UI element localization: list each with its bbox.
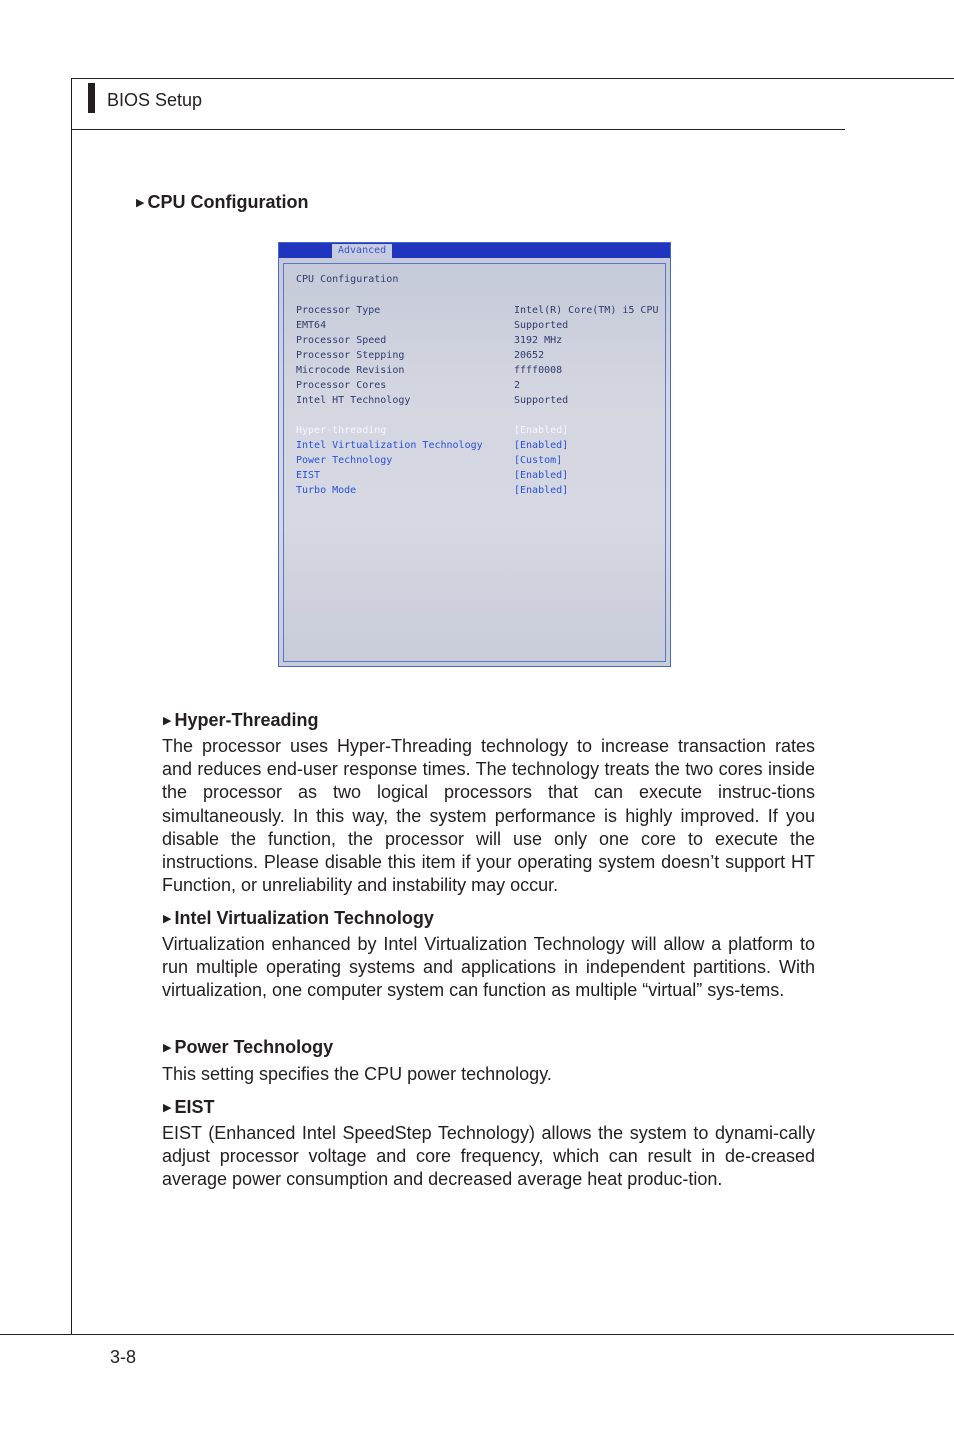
triangle-bullet-icon: ▶ bbox=[163, 715, 172, 727]
section-title: Power Technology bbox=[174, 1037, 334, 1057]
bios-tab-advanced: Advanced bbox=[332, 244, 392, 258]
frame-top-rule bbox=[71, 78, 954, 79]
section-intel-virtualization bbox=[163, 908, 434, 929]
page-number: 3-8 bbox=[110, 1347, 137, 1367]
bios-info-row: Processor Stepping 20652 bbox=[296, 350, 545, 361]
triangle-bullet-icon: ▶ bbox=[163, 1042, 172, 1054]
header-title: BIOS Setup bbox=[107, 90, 203, 110]
section-title: CPU Configuration bbox=[147, 192, 309, 212]
triangle-bullet-icon: ▶ bbox=[136, 197, 145, 209]
bios-option-virtualization: Intel Virtualization Technology [Enabled] bbox=[296, 440, 569, 451]
triangle-bullet-icon: ▶ bbox=[163, 913, 172, 925]
bios-info-row: Processor Type Intel(R) Core(TM) i5 CPU bbox=[296, 305, 659, 316]
bios-info-row: Intel HT Technology Supported bbox=[296, 395, 569, 406]
footer-rule bbox=[0, 1334, 954, 1335]
section-title: EIST bbox=[174, 1097, 215, 1117]
bios-option-turbo-mode: Turbo Mode [Enabled] bbox=[296, 485, 569, 496]
header-marker-bar bbox=[88, 83, 95, 113]
frame-left-rule bbox=[71, 78, 72, 1335]
bios-info-row: Processor Speed 3192 MHz bbox=[296, 335, 563, 346]
section-cpu-configuration bbox=[136, 192, 308, 213]
bios-screenshot bbox=[278, 242, 671, 667]
section-power-technology bbox=[163, 1037, 333, 1058]
bios-option-eist: EIST [Enabled] bbox=[296, 470, 569, 481]
section-title: Intel Virtualization Technology bbox=[174, 908, 434, 928]
power-technology-description: This setting specifies the CPU power technology. bbox=[162, 1064, 552, 1084]
header-rule bbox=[71, 129, 845, 130]
bios-option-hyper-threading: Hyper-threading [Enabled] bbox=[296, 425, 569, 436]
triangle-bullet-icon: ▶ bbox=[163, 1102, 172, 1114]
bios-info-row: Processor Cores 2 bbox=[296, 380, 521, 391]
bios-menu-bar bbox=[279, 243, 670, 258]
bios-option-power-technology: Power Technology [Custom] bbox=[296, 455, 563, 466]
bios-info-row: Microcode Revision ffff0008 bbox=[296, 365, 563, 376]
bios-info-row: EMT64 Supported bbox=[296, 320, 569, 331]
section-title: Hyper-Threading bbox=[174, 710, 319, 730]
section-eist bbox=[163, 1097, 214, 1118]
virtualization-description: Virtualization enhanced by Intel Virtualization Technology will allow a platform to run multiple operating systems and applications in independent partitions. With virtualization, one computer system can function as multiple “virtual” sys-tems. bbox=[162, 934, 815, 1001]
bios-screen-title: CPU Configuration bbox=[296, 274, 399, 285]
section-hyper-threading bbox=[163, 710, 319, 731]
hyper-threading-description: The processor uses Hyper-Threading technology to increase transaction rates and reduces end-user response times. The technology treats the two cores inside the processor as two logical processors that can execute instruc-tions simultaneously. In this way, the system performance is highly improved. If you disable the function, the processor will use only one core to execute the instructions. Please disable this item if your operating system doesn’t support HT Function, or unreliability and instability may occur. bbox=[162, 736, 815, 896]
eist-description: EIST (Enhanced Intel SpeedStep Technology) allows the system to dynami-cally adjust processor voltage and core frequency, which can result in de-creased average power consumption and decreased average heat produc-tion. bbox=[162, 1123, 815, 1190]
